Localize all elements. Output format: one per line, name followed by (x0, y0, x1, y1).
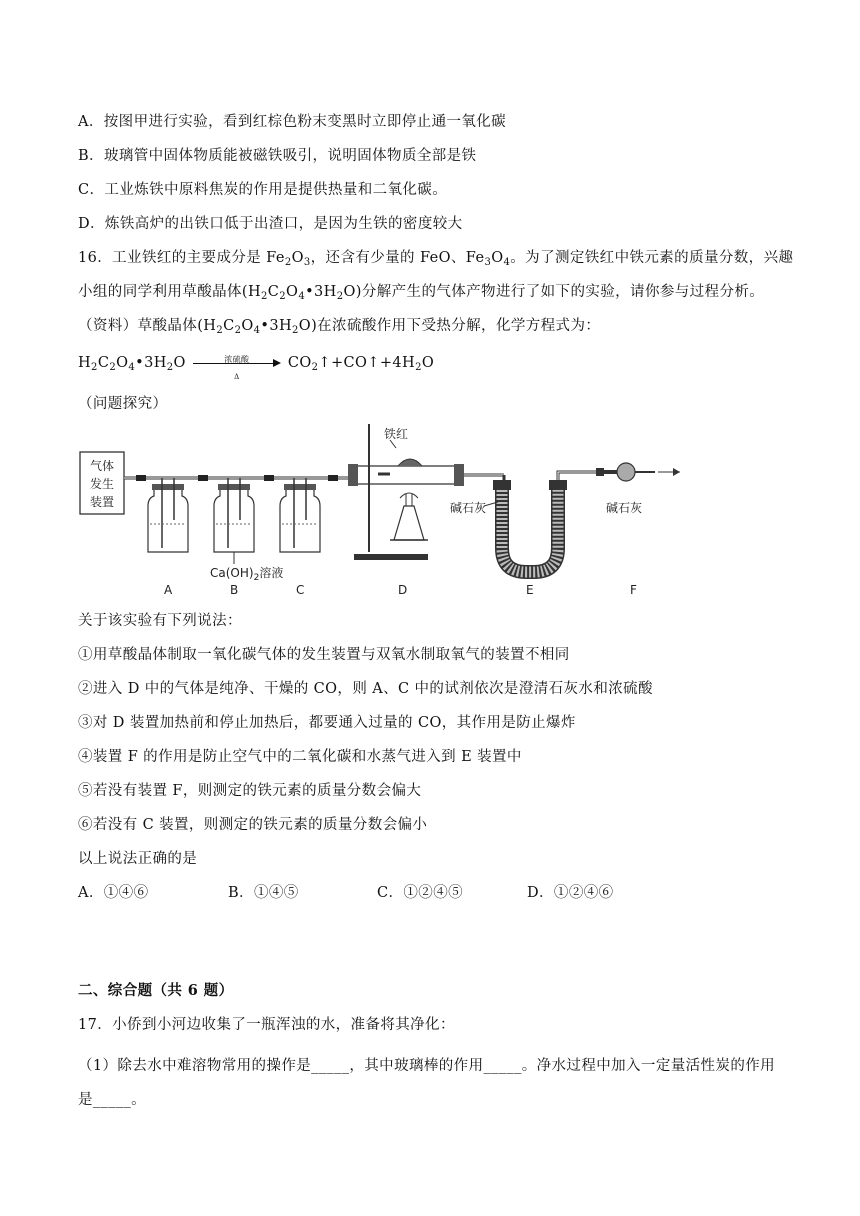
label-e: E (526, 583, 534, 597)
statement-4: ④装置 F 的作用是防止空气中的二氧化碳和水蒸气进入到 E 装置中 (78, 749, 522, 765)
generator-label-3: 装置 (90, 495, 115, 509)
choice-c: C．①②④⑤ (377, 885, 463, 901)
statement-5: ⑤若没有装置 F，则测定的铁元素的质量分数会偏大 (78, 783, 422, 799)
chemical-equation: $H_2C_2O_4•3H_2O$ 浓硫酸 Δ $CO_2↑+CO↑+4H_2O$ (78, 353, 434, 373)
choice-d: D．①②④⑥ (527, 885, 614, 901)
tie-hong-label: 铁红 (384, 427, 409, 441)
question-ask: 以上说法正确的是 (78, 851, 198, 867)
choice-a: A．①④⑥ (78, 885, 149, 901)
q16-stem-line2: 小组的同学利用草酸晶体$(H_2C_2O_4•3H_2O)$分解产生的气体产物进行了如下的实验，请你参与过程分析。 (78, 284, 765, 302)
label-b: B (230, 583, 239, 597)
q15-option-d: D．炼铁高炉的出铁口低于出渣口，是因为生铁的密度较大 (78, 216, 463, 232)
section-heading: 二、综合题（共 6 题） (78, 982, 234, 999)
statement-6: ⑥若没有 C 装置，则测定的铁元素的质量分数会偏小 (78, 817, 428, 833)
apparatus-d (348, 424, 504, 560)
reaction-condition: 浓硫酸 (224, 355, 250, 364)
bottle-b (214, 478, 254, 564)
statement-1: ①用草酸晶体制取一氧化碳气体的发生装置与双氧水制取氧气的装置不相同 (78, 647, 570, 663)
generator-label-2: 发生 (90, 477, 115, 491)
statements-intro: 关于该实验有下列说法： (78, 613, 242, 629)
reaction-arrow (191, 353, 283, 381)
inquiry-heading: （问题探究） (78, 396, 168, 412)
caoh2-label: $Ca(OH)_2$溶液 (210, 566, 284, 583)
bottle-c (280, 478, 320, 552)
bottle-a (148, 478, 188, 552)
q17-stem: 17．小侨到小河边收集了一瓶浑浊的水，准备将其净化： (78, 1017, 455, 1033)
jianshihui-e-label: 碱石灰 (450, 501, 487, 515)
q16-stem-line1: 16．工业铁红的主要成分是 $Fe_2O_3$，还含有少量的 FeO、$Fe_3O_4$。为了测定铁红中铁元素的质量分数，兴趣 (78, 250, 794, 268)
label-a: A (164, 583, 173, 597)
drying-tube-f (596, 463, 680, 481)
q15-option-c: C．工业炼铁中原料焦炭的作用是提供热量和二氧化碳。 (78, 182, 448, 198)
u-tube-e (493, 472, 616, 572)
q17-part1: （1）除去水中难溶物常用的操作是_____，其中玻璃棒的作用_____。净水过程中加入一定量活性炭的作用是_____。 (78, 1058, 776, 1108)
heat-symbol: Δ (234, 373, 240, 381)
q15-option-a: A．按图甲进行实验，看到红棕色粉末变黑时立即停止通一氧化碳 (78, 114, 507, 130)
label-f: F (630, 583, 637, 597)
label-c: C (296, 583, 305, 597)
jianshihui-f-label: 碱石灰 (606, 501, 643, 515)
q15-option-b: B．玻璃管中固体物质能被磁铁吸引，说明固体物质全部是铁 (78, 148, 477, 164)
statement-3: ③对 D 装置加热前和停止加热后，都要通入过量的 CO，其作用是防止爆炸 (78, 715, 576, 731)
choice-b: B．①④⑤ (228, 885, 299, 901)
generator-label-1: 气体 (90, 459, 115, 473)
statement-2: ②进入 D 中的气体是纯净、干燥的 CO，则 A、C 中的试剂依次是澄清石灰水和浓硫酸 (78, 681, 653, 697)
q16-info-line: （资料）草酸晶体$(H_2C_2O_4•3H_2O)$在浓硫酸作用下受热分解，化学方程式为： (78, 318, 601, 336)
label-d: D (398, 583, 408, 597)
apparatus-diagram (78, 420, 698, 600)
